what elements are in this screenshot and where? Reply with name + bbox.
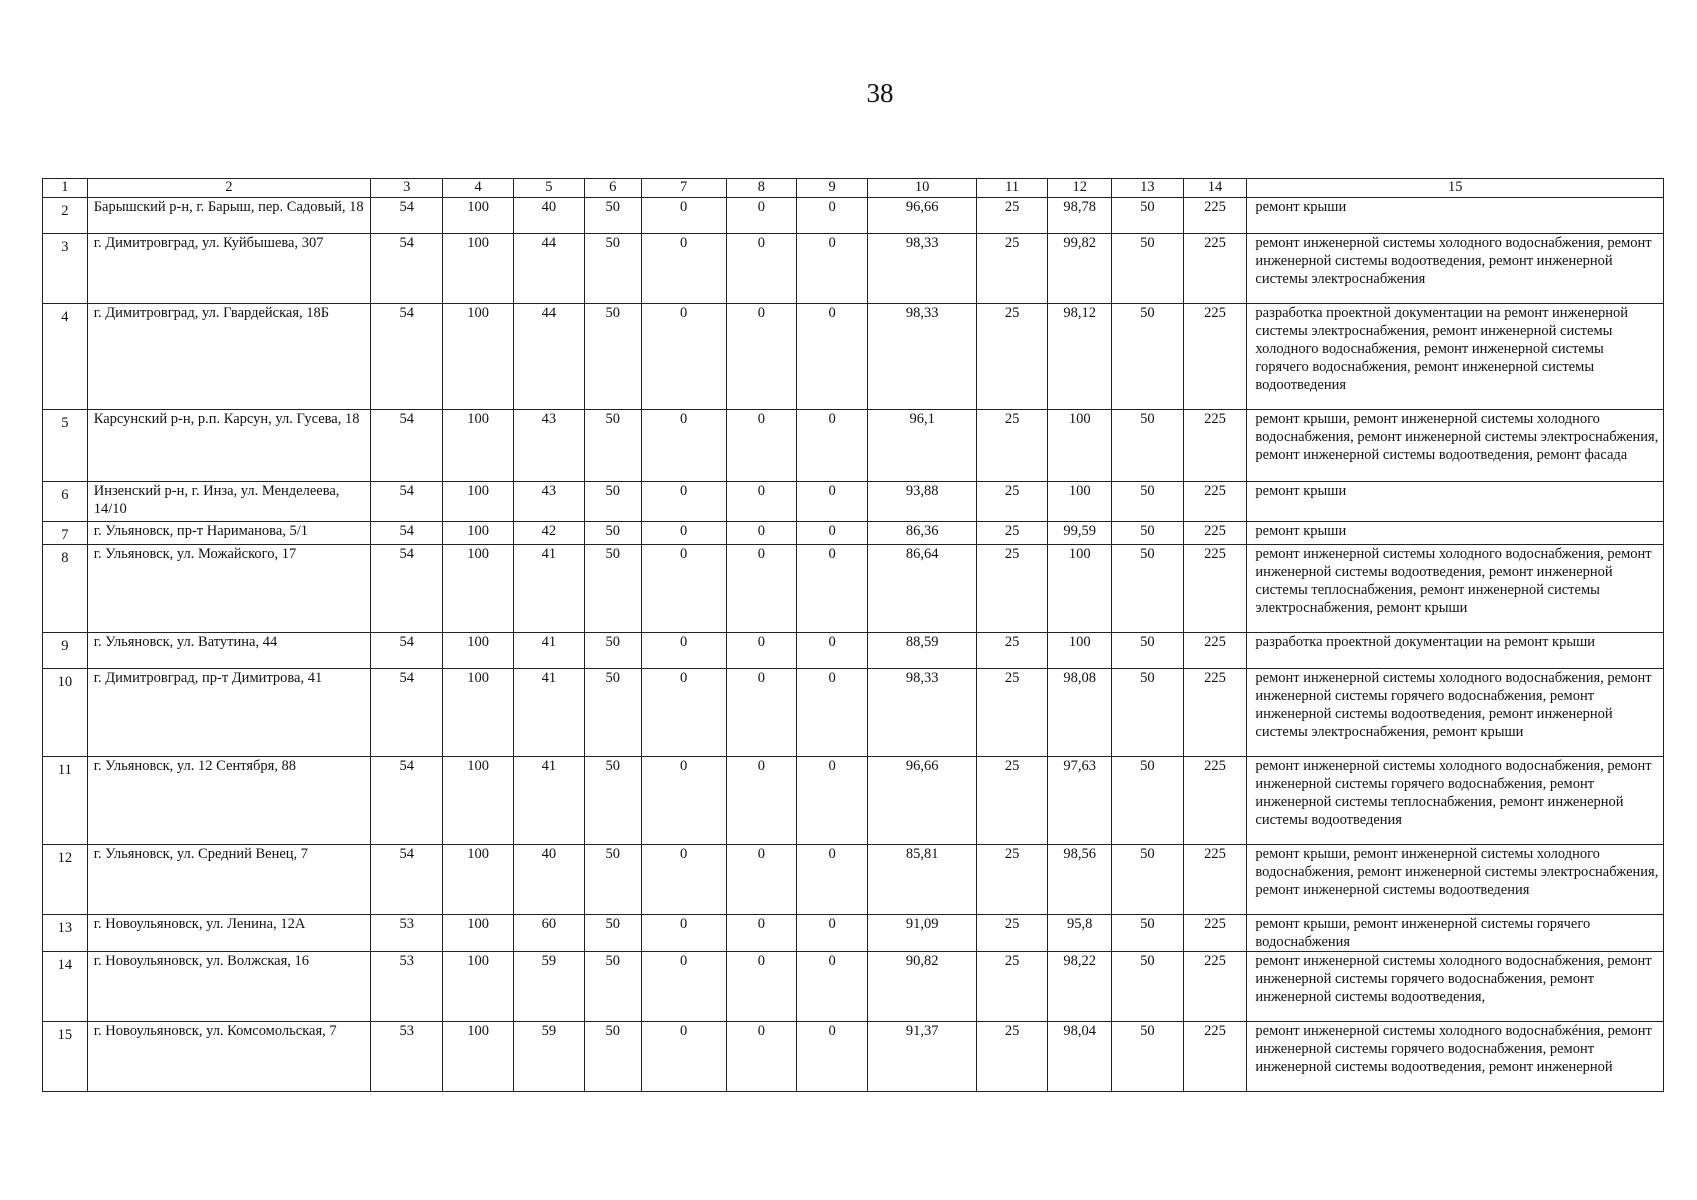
value-cell: 0 <box>641 410 726 482</box>
value-cell: 225 <box>1183 234 1247 304</box>
value-cell: 100 <box>1048 545 1112 633</box>
value-cell: 100 <box>443 952 513 1022</box>
value-cell: 98,33 <box>868 304 977 410</box>
value-cell: 25 <box>976 234 1047 304</box>
works-cell: ремонт крыши, ремонт инженерной системы холодного водоснабжения, ремонт инженерной системы электроснабжения, ремонт инженерной системы водоотведения <box>1247 845 1664 915</box>
value-cell: 50 <box>585 952 641 1022</box>
value-cell: 50 <box>1112 522 1183 545</box>
value-cell: 50 <box>1112 234 1183 304</box>
value-cell: 42 <box>513 522 584 545</box>
value-cell: 225 <box>1183 845 1247 915</box>
value-cell: 100 <box>443 234 513 304</box>
value-cell: 93,88 <box>868 482 977 522</box>
value-cell: 25 <box>976 1022 1047 1092</box>
value-cell: 40 <box>513 845 584 915</box>
value-cell: 50 <box>585 522 641 545</box>
value-cell: 99,59 <box>1048 522 1112 545</box>
works-cell: ремонт инженерной системы холодного водоснабжения, ремонт инженерной системы водоотведения, ремонт инженерной системы теплоснабжения, ремонт инженерной системы электроснабжения, ремонт крыши <box>1247 545 1664 633</box>
column-header: 9 <box>796 179 867 198</box>
value-cell: 98,33 <box>868 669 977 757</box>
value-cell: 54 <box>371 545 443 633</box>
row-number-cell: 15 <box>43 1022 88 1092</box>
column-header: 10 <box>868 179 977 198</box>
row-number-cell: 6 <box>43 482 88 522</box>
value-cell: 225 <box>1183 1022 1247 1092</box>
value-cell: 100 <box>443 482 513 522</box>
row-number-cell: 11 <box>43 757 88 845</box>
table-row <box>43 410 1664 482</box>
works-cell: ремонт инженерной системы холодного водоснабжения, ремонт инженерной системы водоотведения, ремонт инженерной системы электроснабжения <box>1247 234 1664 304</box>
value-cell: 41 <box>513 633 584 669</box>
value-cell: 25 <box>976 915 1047 952</box>
value-cell: 100 <box>443 915 513 952</box>
value-cell: 98,56 <box>1048 845 1112 915</box>
value-cell: 53 <box>371 1022 443 1092</box>
value-cell: 54 <box>371 633 443 669</box>
value-cell: 50 <box>585 545 641 633</box>
value-cell: 54 <box>371 522 443 545</box>
value-cell: 50 <box>1112 1022 1183 1092</box>
value-cell: 0 <box>641 952 726 1022</box>
header-row <box>43 179 1664 198</box>
value-cell: 0 <box>796 669 867 757</box>
column-header: 14 <box>1183 179 1247 198</box>
column-header: 2 <box>87 179 370 198</box>
value-cell: 225 <box>1183 304 1247 410</box>
address-cell: г. Ульяновск, ул. Ватутина, 44 <box>87 633 370 669</box>
value-cell: 0 <box>796 522 867 545</box>
value-cell: 100 <box>1048 410 1112 482</box>
value-cell: 0 <box>796 952 867 1022</box>
value-cell: 95,8 <box>1048 915 1112 952</box>
row-number-cell: 3 <box>43 234 88 304</box>
value-cell: 54 <box>371 845 443 915</box>
value-cell: 100 <box>443 757 513 845</box>
value-cell: 0 <box>796 198 867 234</box>
column-header: 3 <box>371 179 443 198</box>
column-header: 13 <box>1112 179 1183 198</box>
value-cell: 50 <box>1112 198 1183 234</box>
value-cell: 0 <box>796 845 867 915</box>
value-cell: 225 <box>1183 410 1247 482</box>
value-cell: 98,22 <box>1048 952 1112 1022</box>
value-cell: 25 <box>976 669 1047 757</box>
address-cell: г. Ульяновск, пр-т Нариманова, 5/1 <box>87 522 370 545</box>
table-row <box>43 198 1664 234</box>
value-cell: 25 <box>976 845 1047 915</box>
value-cell: 60 <box>513 915 584 952</box>
value-cell: 25 <box>976 633 1047 669</box>
value-cell: 25 <box>976 198 1047 234</box>
value-cell: 54 <box>371 198 443 234</box>
works-cell: ремонт крыши <box>1247 482 1664 522</box>
works-cell: ремонт крыши <box>1247 198 1664 234</box>
value-cell: 0 <box>726 545 796 633</box>
address-cell: г. Димитровград, ул. Гвардейская, 18Б <box>87 304 370 410</box>
row-number-cell: 12 <box>43 845 88 915</box>
table-row <box>43 304 1664 410</box>
value-cell: 0 <box>641 633 726 669</box>
works-cell: ремонт инженерной системы холодного водоснабжения, ремонт инженерной системы горячего водоснабжения, ремонт инженерной системы теплоснабжения, ремонт инженерной системы водоотведения <box>1247 757 1664 845</box>
value-cell: 0 <box>796 545 867 633</box>
value-cell: 225 <box>1183 915 1247 952</box>
works-cell: ремонт крыши, ремонт инженерной системы холодного водоснабжения, ремонт инженерной системы электроснабжения, ремонт инженерной системы водоотведения, ремонт фасада <box>1247 410 1664 482</box>
address-cell: г. Димитровград, пр-т Димитрова, 41 <box>87 669 370 757</box>
table-row <box>43 482 1664 522</box>
value-cell: 225 <box>1183 757 1247 845</box>
value-cell: 225 <box>1183 198 1247 234</box>
works-cell: ремонт крыши <box>1247 522 1664 545</box>
value-cell: 0 <box>726 522 796 545</box>
value-cell: 0 <box>726 845 796 915</box>
value-cell: 98,08 <box>1048 669 1112 757</box>
value-cell: 54 <box>371 304 443 410</box>
value-cell: 50 <box>1112 915 1183 952</box>
value-cell: 0 <box>796 757 867 845</box>
column-header: 8 <box>726 179 796 198</box>
value-cell: 98,12 <box>1048 304 1112 410</box>
value-cell: 50 <box>585 410 641 482</box>
table-row <box>43 757 1664 845</box>
value-cell: 0 <box>726 198 796 234</box>
value-cell: 50 <box>1112 757 1183 845</box>
value-cell: 50 <box>1112 633 1183 669</box>
value-cell: 97,63 <box>1048 757 1112 845</box>
row-number-cell: 10 <box>43 669 88 757</box>
works-cell: ремонт крыши, ремонт инженерной системы горячего водоснабжения <box>1247 915 1664 952</box>
value-cell: 50 <box>1112 482 1183 522</box>
table-body <box>43 198 1664 1092</box>
value-cell: 50 <box>585 845 641 915</box>
page-number: 38 <box>866 78 894 108</box>
row-number-cell: 8 <box>43 545 88 633</box>
column-header: 7 <box>641 179 726 198</box>
value-cell: 50 <box>585 198 641 234</box>
address-cell: Барышский р-н, г. Барыш, пер. Садовый, 18 <box>87 198 370 234</box>
address-cell: г. Новоульяновск, ул. Ленина, 12А <box>87 915 370 952</box>
value-cell: 25 <box>976 304 1047 410</box>
works-cell: разработка проектной документации на ремонт крыши <box>1247 633 1664 669</box>
column-header: 12 <box>1048 179 1112 198</box>
value-cell: 100 <box>1048 482 1112 522</box>
address-cell: Карсунский р-н, р.п. Карсун, ул. Гусева, 18 <box>87 410 370 482</box>
value-cell: 0 <box>641 545 726 633</box>
value-cell: 50 <box>1112 410 1183 482</box>
value-cell: 100 <box>443 410 513 482</box>
value-cell: 44 <box>513 234 584 304</box>
table-row <box>43 1022 1664 1092</box>
value-cell: 0 <box>796 482 867 522</box>
value-cell: 53 <box>371 915 443 952</box>
value-cell: 50 <box>1112 545 1183 633</box>
value-cell: 50 <box>1112 952 1183 1022</box>
value-cell: 0 <box>641 198 726 234</box>
value-cell: 0 <box>641 757 726 845</box>
value-cell: 96,66 <box>868 198 977 234</box>
value-cell: 54 <box>371 757 443 845</box>
value-cell: 88,59 <box>868 633 977 669</box>
value-cell: 50 <box>1112 845 1183 915</box>
value-cell: 225 <box>1183 633 1247 669</box>
value-cell: 86,64 <box>868 545 977 633</box>
table-row <box>43 545 1664 633</box>
value-cell: 0 <box>726 915 796 952</box>
value-cell: 0 <box>726 304 796 410</box>
value-cell: 225 <box>1183 952 1247 1022</box>
value-cell: 225 <box>1183 482 1247 522</box>
value-cell: 0 <box>726 757 796 845</box>
value-cell: 100 <box>443 669 513 757</box>
value-cell: 98,04 <box>1048 1022 1112 1092</box>
value-cell: 100 <box>443 198 513 234</box>
works-cell: ремонт инженерной системы холодного водоснабжéния, ремонт инженерной системы горячего водоснабжения, ремонт инженерной системы водоотведения, ремонт инженерной <box>1247 1022 1664 1092</box>
value-cell: 0 <box>641 482 726 522</box>
column-header: 6 <box>585 179 641 198</box>
value-cell: 0 <box>641 304 726 410</box>
value-cell: 25 <box>976 410 1047 482</box>
value-cell: 90,82 <box>868 952 977 1022</box>
value-cell: 99,82 <box>1048 234 1112 304</box>
table-row <box>43 234 1664 304</box>
value-cell: 0 <box>641 915 726 952</box>
value-cell: 25 <box>976 482 1047 522</box>
value-cell: 0 <box>641 1022 726 1092</box>
value-cell: 0 <box>641 669 726 757</box>
table-row <box>43 669 1664 757</box>
value-cell: 25 <box>976 757 1047 845</box>
works-cell: ремонт инженерной системы холодного водоснабжения, ремонт инженерной системы горячего водоснабжения, ремонт инженерной системы водоотведения, ремонт инженерной системы электроснабжения, ремонт крыши <box>1247 669 1664 757</box>
value-cell: 54 <box>371 234 443 304</box>
value-cell: 50 <box>1112 304 1183 410</box>
value-cell: 50 <box>585 669 641 757</box>
value-cell: 0 <box>726 482 796 522</box>
row-number-cell: 13 <box>43 915 88 952</box>
address-cell: г. Новоульяновск, ул. Комсомольская, 7 <box>87 1022 370 1092</box>
table-row <box>43 915 1664 952</box>
value-cell: 100 <box>443 545 513 633</box>
value-cell: 100 <box>443 522 513 545</box>
value-cell: 225 <box>1183 522 1247 545</box>
value-cell: 54 <box>371 669 443 757</box>
value-cell: 50 <box>585 915 641 952</box>
column-header: 5 <box>513 179 584 198</box>
row-number-cell: 14 <box>43 952 88 1022</box>
value-cell: 50 <box>585 1022 641 1092</box>
value-cell: 53 <box>371 952 443 1022</box>
value-cell: 44 <box>513 304 584 410</box>
address-cell: г. Ульяновск, ул. Можайского, 17 <box>87 545 370 633</box>
address-cell: г. Новоульяновск, ул. Волжская, 16 <box>87 952 370 1022</box>
value-cell: 85,81 <box>868 845 977 915</box>
value-cell: 0 <box>796 915 867 952</box>
value-cell: 50 <box>585 633 641 669</box>
value-cell: 0 <box>796 234 867 304</box>
value-cell: 50 <box>585 482 641 522</box>
value-cell: 59 <box>513 952 584 1022</box>
value-cell: 54 <box>371 482 443 522</box>
value-cell: 25 <box>976 545 1047 633</box>
value-cell: 41 <box>513 545 584 633</box>
table-row <box>43 952 1664 1022</box>
value-cell: 0 <box>726 633 796 669</box>
value-cell: 96,1 <box>868 410 977 482</box>
value-cell: 50 <box>1112 669 1183 757</box>
value-cell: 25 <box>976 522 1047 545</box>
value-cell: 96,66 <box>868 757 977 845</box>
value-cell: 225 <box>1183 545 1247 633</box>
value-cell: 0 <box>641 522 726 545</box>
value-cell: 100 <box>1048 633 1112 669</box>
value-cell: 86,36 <box>868 522 977 545</box>
address-cell: г. Ульяновск, ул. 12 Сентября, 88 <box>87 757 370 845</box>
value-cell: 0 <box>726 952 796 1022</box>
column-header: 11 <box>976 179 1047 198</box>
value-cell: 0 <box>726 669 796 757</box>
column-header: 4 <box>443 179 513 198</box>
value-cell: 43 <box>513 410 584 482</box>
value-cell: 43 <box>513 482 584 522</box>
value-cell: 0 <box>726 410 796 482</box>
address-cell: Инзенский р-н, г. Инза, ул. Менделеева, 14/10 <box>87 482 370 522</box>
value-cell: 91,37 <box>868 1022 977 1092</box>
table-row <box>43 845 1664 915</box>
row-number-cell: 4 <box>43 304 88 410</box>
value-cell: 0 <box>796 304 867 410</box>
value-cell: 0 <box>726 1022 796 1092</box>
value-cell: 50 <box>585 234 641 304</box>
address-cell: г. Ульяновск, ул. Средний Венец, 7 <box>87 845 370 915</box>
value-cell: 98,33 <box>868 234 977 304</box>
value-cell: 59 <box>513 1022 584 1092</box>
value-cell: 225 <box>1183 669 1247 757</box>
row-number-cell: 9 <box>43 633 88 669</box>
value-cell: 41 <box>513 757 584 845</box>
address-cell: г. Димитровград, ул. Куйбышева, 307 <box>87 234 370 304</box>
value-cell: 25 <box>976 952 1047 1022</box>
table-row <box>43 522 1664 545</box>
value-cell: 50 <box>585 304 641 410</box>
value-cell: 91,09 <box>868 915 977 952</box>
value-cell: 40 <box>513 198 584 234</box>
column-header: 1 <box>43 179 88 198</box>
value-cell: 0 <box>641 234 726 304</box>
table-row <box>43 633 1664 669</box>
value-cell: 0 <box>726 234 796 304</box>
works-cell: разработка проектной документации на ремонт инженерной системы электроснабжения, ремонт инженерной системы холодного водоснабжения, ремонт инженерной системы горячего водоснабжения, ремонт инженерной системы водоотведения <box>1247 304 1664 410</box>
value-cell: 0 <box>796 1022 867 1092</box>
value-cell: 41 <box>513 669 584 757</box>
column-header: 15 <box>1247 179 1664 198</box>
value-cell: 100 <box>443 1022 513 1092</box>
value-cell: 0 <box>796 410 867 482</box>
row-number-cell: 7 <box>43 522 88 545</box>
buildings-table <box>42 178 1664 1092</box>
value-cell: 100 <box>443 845 513 915</box>
value-cell: 50 <box>585 757 641 845</box>
value-cell: 0 <box>641 845 726 915</box>
row-number-cell: 2 <box>43 198 88 234</box>
row-number-cell: 5 <box>43 410 88 482</box>
value-cell: 100 <box>443 304 513 410</box>
value-cell: 98,78 <box>1048 198 1112 234</box>
works-cell: ремонт инженерной системы холодного водоснабжения, ремонт инженерной системы горячего водоснабжения, ремонт инженерной системы водоотведения, <box>1247 952 1664 1022</box>
value-cell: 100 <box>443 633 513 669</box>
value-cell: 54 <box>371 410 443 482</box>
value-cell: 0 <box>796 633 867 669</box>
